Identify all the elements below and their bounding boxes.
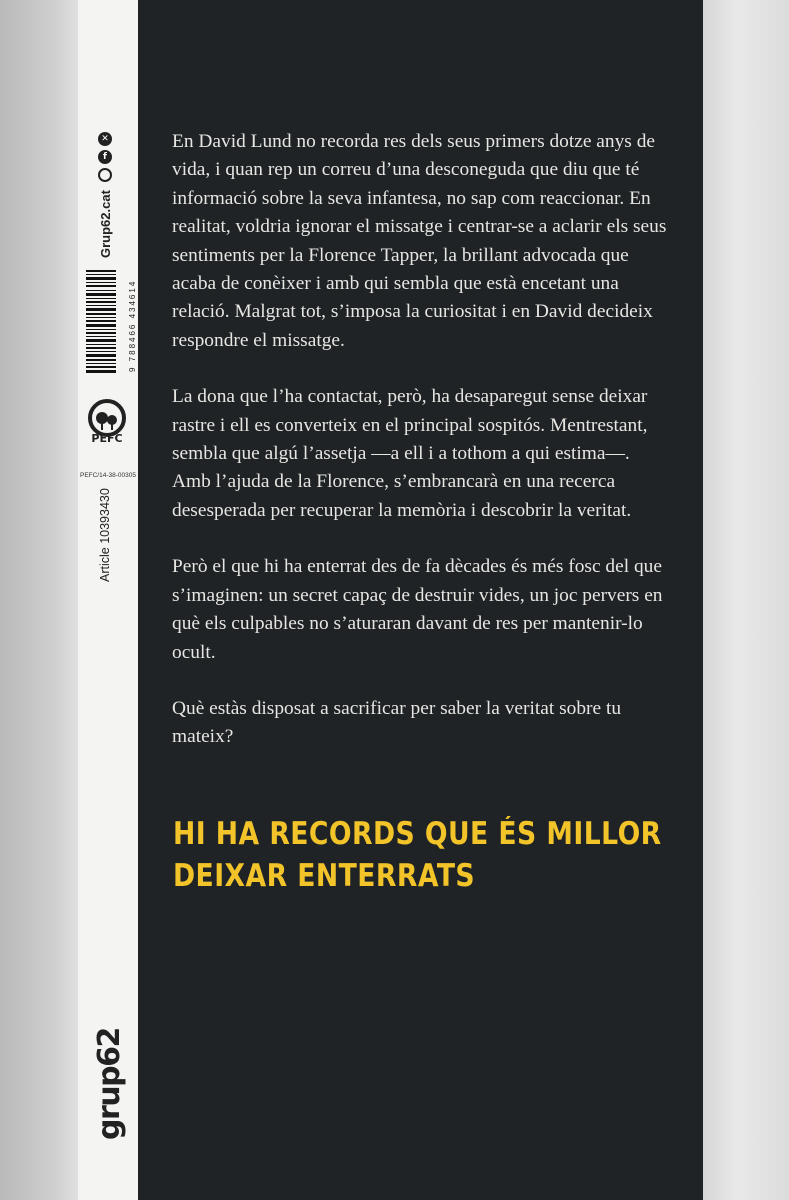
pefc-label: PEFC bbox=[91, 432, 123, 445]
background-left bbox=[0, 0, 78, 1200]
x-icon: ✕ bbox=[98, 132, 112, 146]
tagline bbox=[173, 813, 662, 897]
background-right bbox=[703, 0, 789, 1200]
facebook-icon: f bbox=[98, 150, 112, 164]
tagline-line-2: DEIXAR ENTERRATS bbox=[173, 858, 476, 894]
pefc-code: PEFC/14-38-00305 bbox=[80, 472, 137, 479]
tagline-line-1: HI HA RECORDS QUE ÉS MILLOR bbox=[173, 816, 662, 852]
website-label: Grup62.cat bbox=[98, 190, 113, 258]
blurb-paragraph-4: Què estàs disposat a sacrificar per saber la veritat sobre tu mateix? bbox=[172, 697, 622, 748]
pefc-logo-icon bbox=[82, 388, 132, 458]
blurb-text bbox=[172, 128, 672, 780]
barcode-icon bbox=[86, 268, 130, 378]
blurb-paragraph-3: Però el que hi ha enterrat des de fa dècades és més fosc del que s’imaginen: un secret capaç de destruir vides, un joc pervers en què els culpables no s’aturaran davant de res per mantenir-lo ocult. bbox=[172, 556, 663, 663]
blurb-paragraph-1: En David Lund no recorda res dels seus primers dotze anys de vida, i quan rep un correu d’una desconeguda que diu que té informació sobre la seva infantesa, no sap com reaccionar. En realitat, voldria ignorar el missatge i centrar-se a aclarir els seus sentiments per la Florence Tapper, la brillant advocada que acaba de conèixer i amb qui sembla que està encetant una relació. Malgrat tot, s’imposa la curiositat i en David decideix respondre el missatge. bbox=[172, 131, 667, 351]
publisher-logo: grup62 bbox=[92, 1028, 127, 1140]
blurb-paragraph-2: La dona que l’ha contactat, però, ha desaparegut sense deixar rastre i ell es converteix en el principal sospitós. Mentrestant, sembla que algú l’assetja —a ell i a tothom a qui estima—. Amb l’ajuda de la Florence, s’embrancarà en una recerca desesperada per recuperar la memòria i descobrir la veritat. bbox=[172, 386, 648, 521]
barcode-digits: 9 788466 434614 bbox=[128, 279, 137, 372]
instagram-icon bbox=[98, 168, 112, 182]
social-icons bbox=[98, 132, 116, 182]
article-number: Article 10393430 bbox=[98, 488, 112, 582]
